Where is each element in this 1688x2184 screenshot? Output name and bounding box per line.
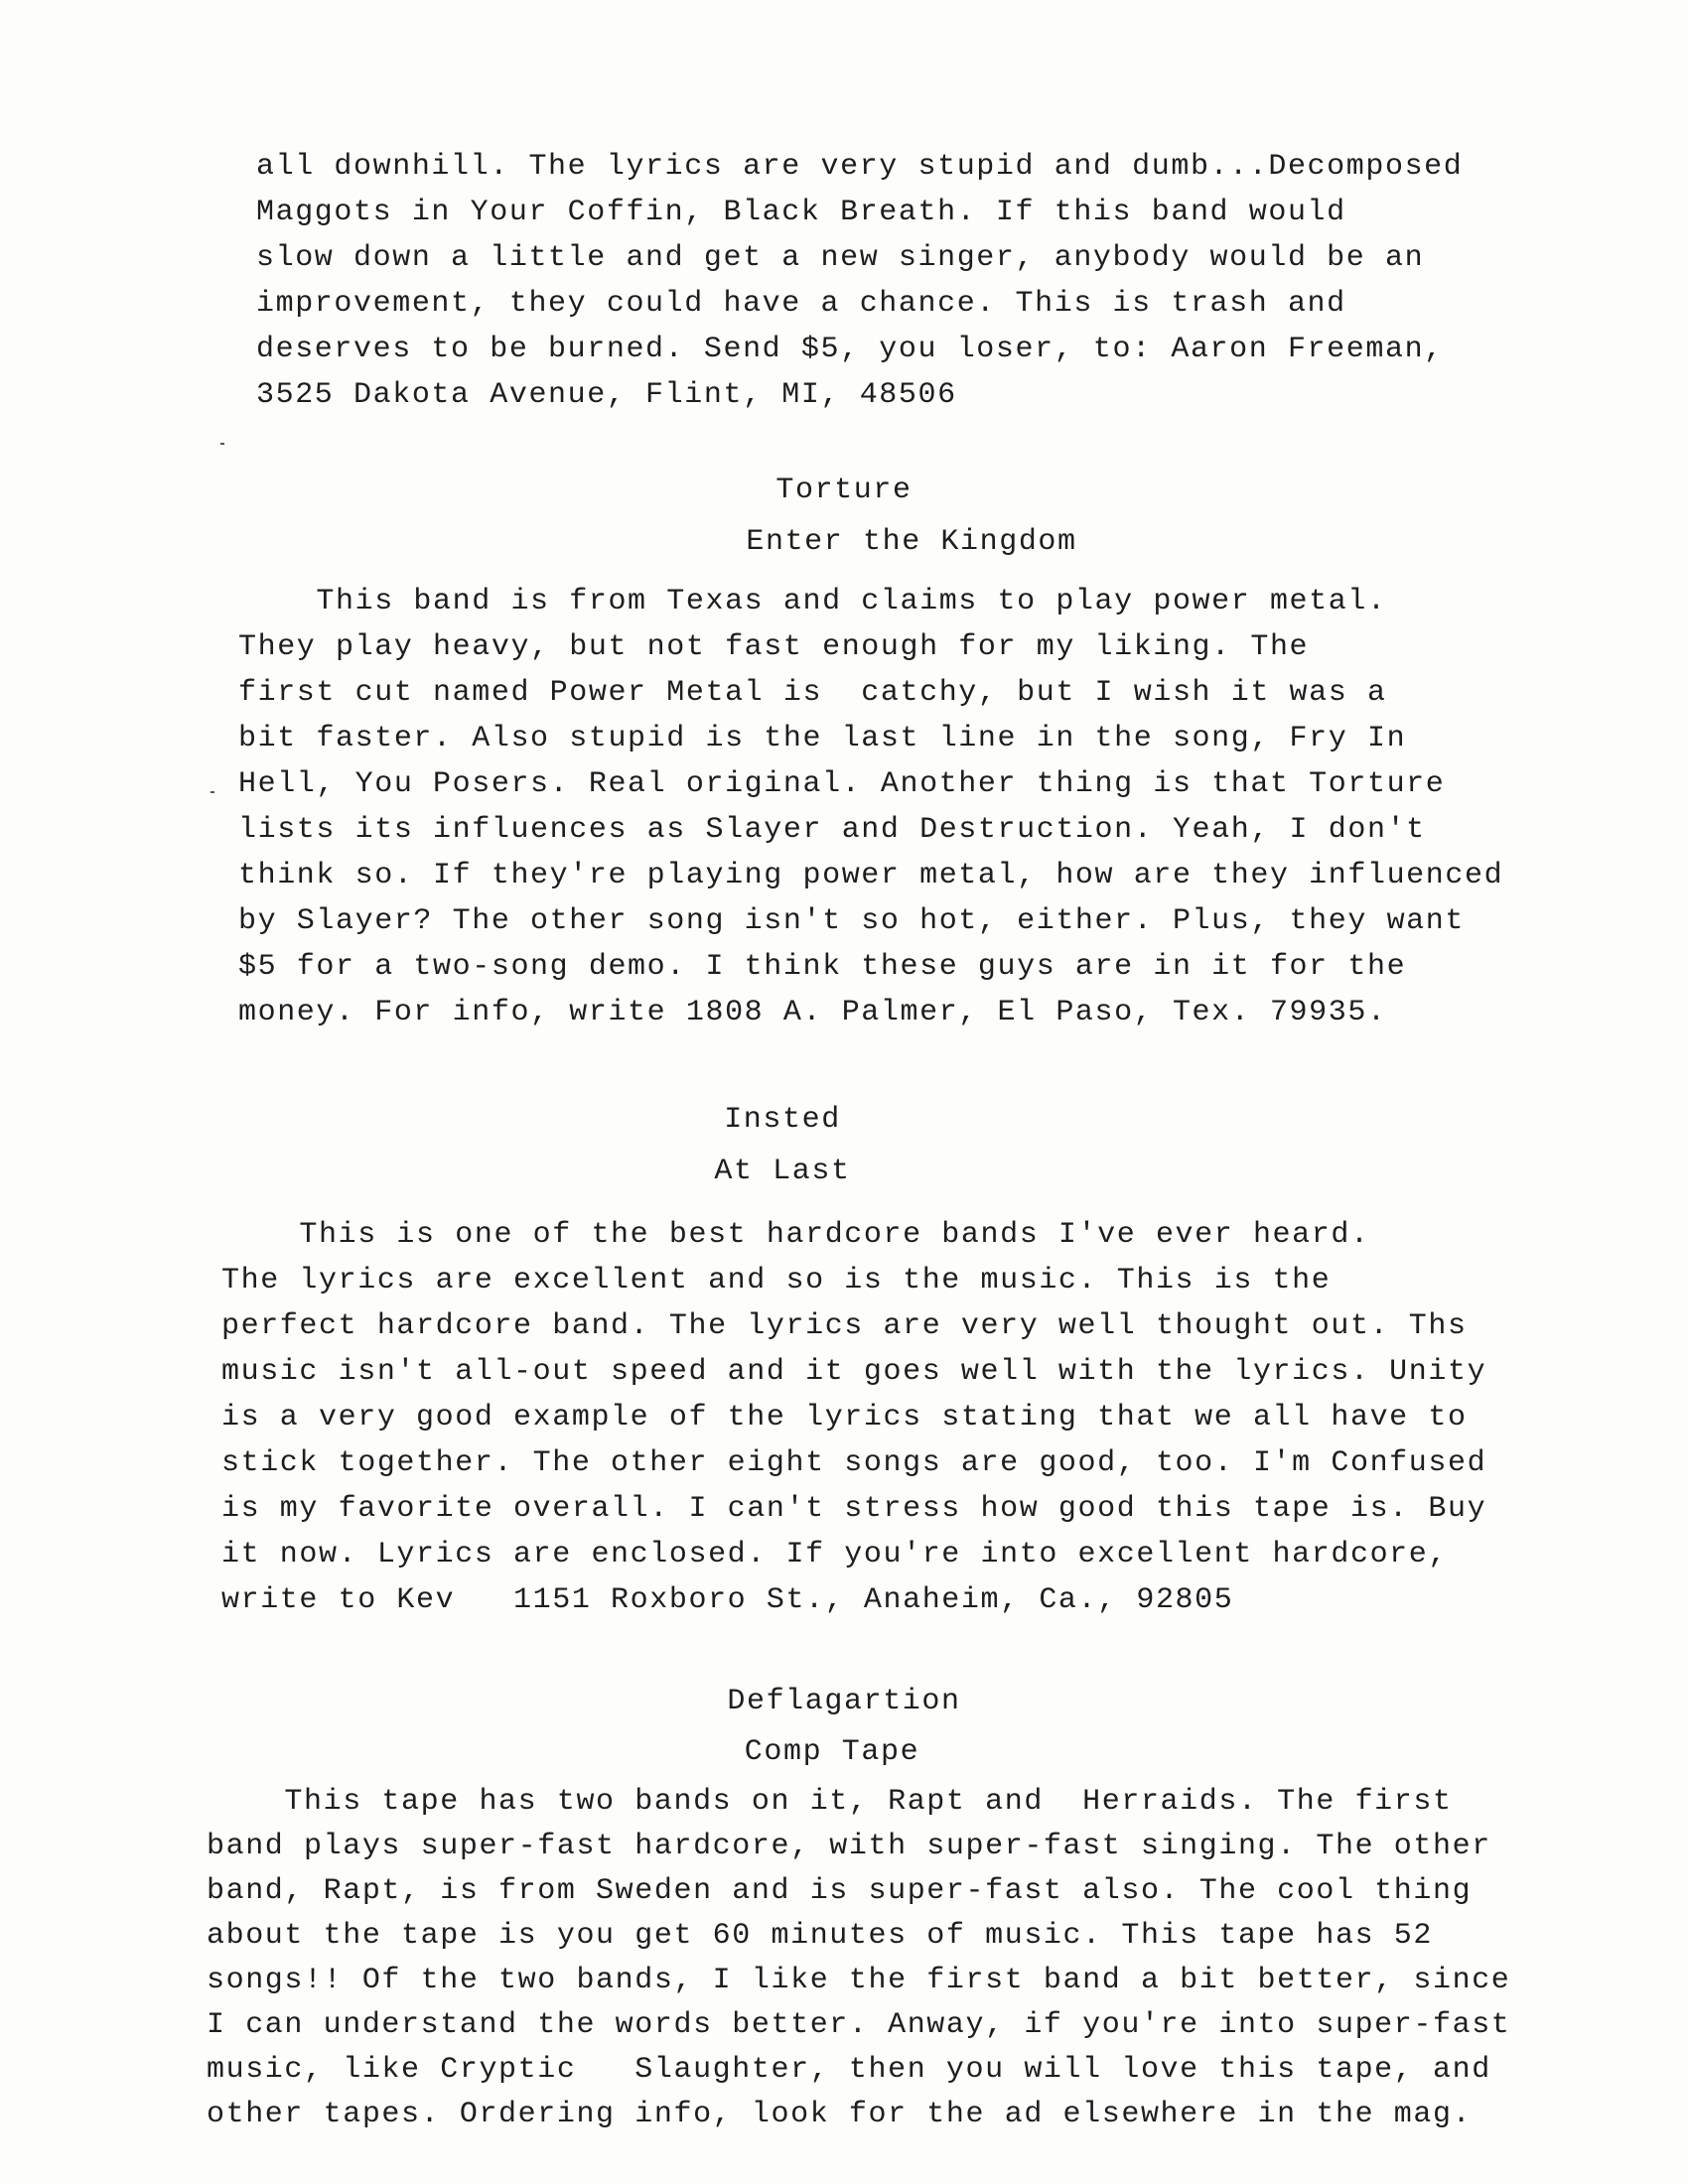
text-line: 3525 Dakota Avenue, Flint, MI, 48506 [256,378,957,412]
release-title: At Last [714,1155,851,1188]
text-line: The lyrics are excellent and so is the music. This is the [221,1264,1332,1297]
text-line: This is one of the best hardcore bands I've ever heard. [221,1218,1370,1252]
text-line: first cut named Power Metal is catchy, but I wish it was a [238,676,1387,710]
text-line: band plays super-fast hardcore, with super-fast singing. The other [207,1830,1491,1863]
review-text [207,1780,1510,2137]
text-line: all downhill. The lyrics are very stupid and dumb...Decomposed [256,150,1464,184]
text-line: it now. Lyrics are enclosed. If you're into excellent hardcore, [221,1538,1448,1571]
text-line: money. For info, write 1808 A. Palmer, El Paso, Tex. 79935. [238,996,1387,1029]
text-line: lists its influences as Slayer and Destruction. Yeah, I don't [238,813,1426,847]
text-line: songs!! Of the two bands, I like the first band a bit better, since [207,1964,1511,1997]
text-line: about the tape is you get 60 minutes of music. This tape has 52 [207,1919,1433,1953]
text-line: bit faster. Also stupid is the last line in the song, Fry In [238,722,1407,755]
text-line: is a very good example of the lyrics stating that we all have to [221,1401,1468,1434]
text-line: music isn't all-out speed and it goes well with the lyrics. Unity [221,1355,1487,1389]
text-line: music, like Cryptic Slaughter, then you will love this tape, and [207,2053,1491,2087]
text-line: improvement, they could have a chance. This is trash and [256,287,1346,321]
band-heading: Insted [724,1103,841,1137]
text-line: perfect hardcore band. The lyrics are very well thought out. Ths [221,1309,1468,1343]
text-line: deserves to be burned. Send $5, you loser, to: Aaron Freeman, [256,333,1444,366]
review-continued-text [256,144,1463,418]
band-heading: Torture [775,474,913,507]
text-line: by Slayer? The other song isn't so hot, either. Plus, they want [238,904,1465,938]
text-line: This tape has two bands on it, Rapt and Herraids. The first [207,1785,1453,1819]
text-line: is my favorite overall. I can't stress how good this tape is. Buy [221,1492,1487,1526]
band-heading: Deflagartion [727,1685,961,1718]
text-line: slow down a little and get a new singer, anybody would be an [256,241,1425,275]
text-line: stick together. The other eight songs are good, too. I'm Confused [221,1446,1487,1480]
text-line: Maggots in Your Coffin, Black Breath. If this band would [256,196,1346,229]
review-text [221,1212,1486,1623]
text-line: $5 for a two-song demo. I think these guys are in it for the [238,950,1407,984]
release-title: Comp Tape [744,1735,920,1769]
text-line: They play heavy, but not fast enough for my liking. The [238,630,1310,664]
margin-mark [220,443,224,445]
text-line: Hell, You Posers. Real original. Another thing is that Torture [238,767,1446,801]
release-title: Enter the Kingdom [746,525,1077,559]
text-line: I can understand the words better. Anway, if you're into super-fast [207,2008,1511,2042]
margin-mark [211,791,214,793]
review-text [238,579,1503,1035]
text-line: other tapes. Ordering info, look for the ad elsewhere in the mag. [207,2098,1473,2131]
text-line: think so. If they're playing power metal, how are they influenced [238,859,1504,892]
text-line: band, Rapt, is from Sweden and is super-fast also. The cool thing [207,1874,1473,1908]
text-line: write to Kev 1151 Roxboro St., Anaheim, Ca., 92805 [221,1583,1234,1617]
text-line: This band is from Texas and claims to play power metal. [238,585,1387,618]
